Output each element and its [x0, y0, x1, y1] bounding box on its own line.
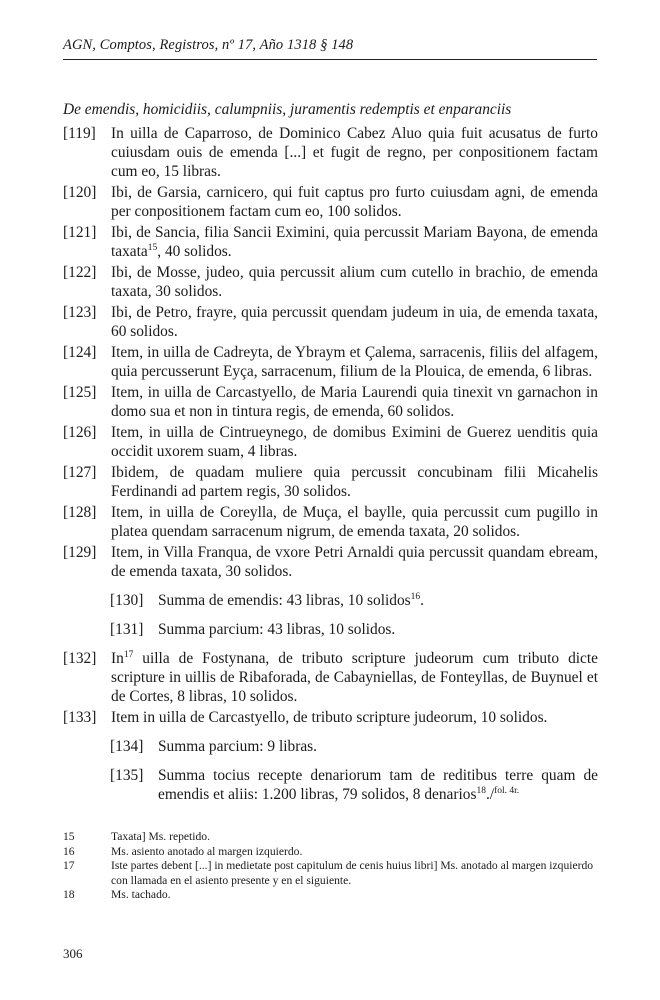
- entry-text: Item, in uilla de Carcastyello, de Maria Laurendi quia tinexit vn garnachon in domo sua et non in tintura regis, de emenda, 60 solidos.: [111, 384, 598, 420]
- entry-number: [134]: [110, 738, 144, 755]
- entry-text: [158, 766, 598, 804]
- entry-text: [111, 223, 598, 261]
- entry-number: [124]: [63, 344, 97, 361]
- folio-marker: fol. 4r.: [494, 786, 520, 796]
- footnote-number: 16: [63, 844, 75, 858]
- entry-130: [110, 591, 598, 610]
- entry-124: [63, 343, 598, 381]
- entry-number: [120]: [63, 184, 97, 201]
- footnote-number: 18: [63, 888, 75, 901]
- entry-number: [135]: [110, 767, 144, 784]
- entry-text-part: .: [420, 592, 425, 609]
- entry-number: [133]: [63, 709, 97, 726]
- running-header: AGN, Comptos, Registros, nº 17, Año 1318 § 148: [63, 37, 354, 53]
- entry-127: [63, 463, 598, 501]
- footnote-number: 17: [63, 859, 75, 872]
- entry-number: [122]: [63, 264, 97, 281]
- entry-133: [63, 708, 598, 727]
- page-number: 306: [63, 946, 83, 961]
- entry-128: [63, 503, 598, 541]
- entry-122: [63, 263, 598, 301]
- entry-text: Item, in uilla de Coreylla, de Muça, el baylle, quia percussit cum pugillo in platea quendam sarracenum nigrum, de emenda taxata, 20 solidos.: [111, 504, 598, 540]
- entry-text-part: , 40 solidos.: [157, 243, 232, 260]
- entry-number: [132]: [63, 650, 97, 667]
- entries-list: [63, 124, 598, 806]
- entry-125: [63, 383, 598, 421]
- entry-text: [111, 649, 598, 706]
- entry-number: [125]: [63, 384, 97, 401]
- entry-text: Item, in uilla de Cadreyta, de Ybraym et Çalema, sarracenis, filiis del alfagem, quia percusserunt Eyça, sarracenum, filium de la Plouica, de emenda, 6 libras.: [111, 344, 598, 380]
- footnote-number: 15: [63, 830, 75, 843]
- entry-text-part: ./: [485, 786, 495, 803]
- footnote-text: Ms. asiento anotado al margen izquierdo.: [111, 844, 303, 858]
- header-rule: [63, 59, 597, 60]
- entry-135: [110, 766, 598, 804]
- entry-text: Item, in Villa Franqua, de vxore Petri Arnaldi quia percussit quandam ebream, de emenda taxata, 30 solidos.: [111, 544, 598, 580]
- footnote-ref: 18: [476, 786, 486, 796]
- footnote-text: Iste partes debent [...] in medietate post capitulum de cenis huius libri] Ms. anotado al margen izquierdo con llamada en el asiento presente y en el siguiente.: [111, 859, 594, 887]
- section-title: De emendis, homicidiis, calumpniis, juramentis redemptis et enparanciis: [63, 101, 512, 118]
- entry-number: [129]: [63, 544, 97, 561]
- spacer: [63, 729, 598, 737]
- entry-number: [126]: [63, 424, 97, 441]
- entry-text: Ibi, de Garsia, carnicero, qui fuit captus pro furto cuiusdam agni, de emenda per conpositionem factam cum eo, 100 solidos.: [111, 184, 598, 220]
- entry-text: Summa parcium: 9 libras.: [158, 738, 318, 755]
- entry-129: [63, 543, 598, 581]
- entry-131: [110, 620, 598, 639]
- footnote-17: [63, 859, 598, 888]
- entry-number: [121]: [63, 224, 97, 241]
- entry-text: In uilla de Caparroso, de Dominico Cabez Aluo quia fuit acusatus de furto cuiusdam ouis de emenda [...] et fugit de regno, per conpositionem factam cum eo, 15 libras.: [111, 125, 598, 180]
- entry-126: [63, 423, 598, 461]
- footnote-15: [63, 830, 598, 845]
- footnote-ref: 15: [147, 243, 158, 253]
- entry-text-part: Summa de emendis: 43 libras, 10 solidos: [158, 592, 411, 609]
- spacer: [63, 612, 598, 620]
- entry-text-part: Ibi, de Sancia, filia Sancii Eximini, quia percussit Mariam Bayona, de emenda taxata: [111, 224, 598, 260]
- spacer: [63, 758, 598, 766]
- entry-132: [63, 649, 598, 706]
- footnote-text: Taxata] Ms. repetido.: [111, 830, 210, 843]
- spacer: [63, 641, 598, 649]
- entry-text: Item in uilla de Carcastyello, de tributo scripture judeorum, 10 solidos.: [111, 709, 548, 726]
- entry-number: [128]: [63, 504, 97, 521]
- entry-text-part: uilla de Fostynana, de tributo scripture judeorum cum tributo dicte scripture in uillis de Ribaforada, de Cabayniellas, de Fonteyllas, de Buynuel et de Cortes, 8 libras, 10 solidos.: [111, 650, 598, 705]
- entry-text: Ibi, de Petro, frayre, quia percussit quendam judeum in uia, de emenda taxata, 60 solidos.: [111, 304, 598, 340]
- entry-120: [63, 183, 598, 221]
- entry-119: [63, 124, 598, 181]
- entry-text-part: In: [111, 650, 124, 667]
- entry-number: [130]: [110, 592, 144, 609]
- entry-text: Item, in uilla de Cintrueynego, de domibus Eximini de Guerez uenditis quia occidit uxorem suam, 4 libras.: [111, 424, 598, 460]
- entry-number: [127]: [63, 464, 97, 481]
- entry-text: [158, 591, 598, 610]
- entry-number: [119]: [63, 125, 96, 142]
- entry-text-part: Summa tocius recepte denariorum tam de reditibus terre quam de emendis et aliis: 1.200 libras, 79 solidos, 8 denarios: [158, 767, 598, 803]
- entry-number: [123]: [63, 304, 97, 321]
- entry-text: Ibidem, de quadam muliere quia percussit concubinam filii Micahelis Ferdinandi ad partem regis, 30 solidos.: [111, 464, 598, 500]
- spacer: [63, 583, 598, 591]
- entry-text: Summa parcium: 43 libras, 10 solidos.: [158, 621, 396, 638]
- footnote-ref: 17: [123, 650, 134, 660]
- footnote-text: Ms. tachado.: [111, 888, 171, 901]
- footnote-18: [63, 888, 598, 903]
- footnote-ref: 16: [410, 592, 421, 602]
- footnotes: [63, 830, 598, 903]
- entry-134: [110, 737, 598, 756]
- entry-121: [63, 223, 598, 261]
- entry-123: [63, 303, 598, 341]
- entry-number: [131]: [110, 621, 144, 638]
- footnote-16: [63, 845, 598, 860]
- entry-text: Ibi, de Mosse, judeo, quia percussit alium cum cutello in brachio, de emenda taxata, 30 solidos.: [111, 264, 598, 300]
